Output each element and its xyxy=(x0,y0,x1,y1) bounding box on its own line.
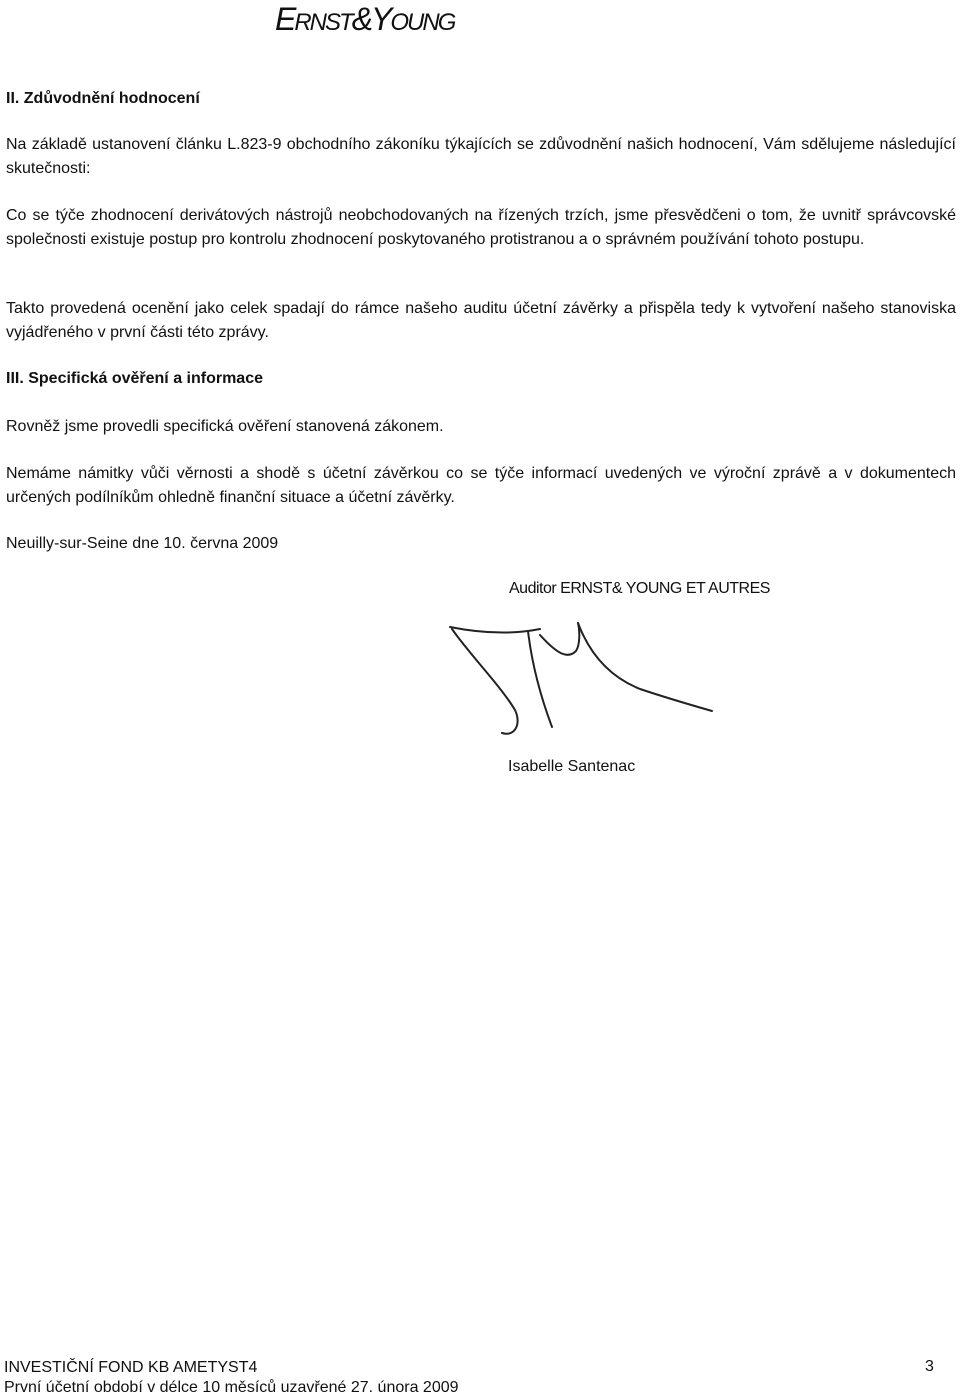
section-iii-paragraph-1: Rovněž jsme provedli specifická ověření stanovená zákonem. xyxy=(6,418,444,435)
footer-period: První účetní období v délce 10 měsíců uzavřené 27. února 2009 xyxy=(4,1379,459,1396)
auditor-name: Auditor ERNST& YOUNG ET AUTRES xyxy=(509,580,770,597)
section-iii-title: III. Specifická ověření a informace xyxy=(6,370,263,387)
footer-fund-name: INVESTIČNÍ FOND KB AMETYST4 xyxy=(4,1359,258,1376)
page-number: 3 xyxy=(925,1358,934,1375)
place-and-date: Neuilly-sur-Seine dne 10. června 2009 xyxy=(6,535,279,552)
section-ii-paragraph-2: Co se týče zhodnocení derivátových nástrojů neobchodovaných na řízených trzích, jsme přesvědčeni o tom, že uvnitř správcovské společnosti existuje postup pro kontrolu zhodnocení poskytovaného protistranou a o správném používání tohoto postupu. xyxy=(6,207,956,248)
handwritten-signature xyxy=(440,615,720,745)
section-iii-paragraph-2: Nemáme námitky vůči věrnosti a shodě s účetní závěrkou co se týče informací uvedených ve výroční zprávě a v dokumentech určených podílníkům ohledně finanční situace a účetní závěrky. xyxy=(6,465,956,506)
section-ii-paragraph-1: Na základě ustanovení článku L.823-9 obchodního zákoníku týkajících se zdůvodnění našich hodnocení, Vám sdělujeme následující skutečnosti: xyxy=(6,136,956,177)
ernst-young-logo: ERNST&YOUNG xyxy=(275,1,455,37)
section-ii-title: II. Zdůvodnění hodnocení xyxy=(6,90,200,107)
signer-name: Isabelle Santenac xyxy=(508,758,636,775)
section-ii-paragraph-3: Takto provedená ocenění jako celek spadají do rámce našeho auditu účetní závěrky a přispěla tedy k vytvoření našeho stanoviska vyjádřeného v první části této zprávy. xyxy=(6,300,956,341)
